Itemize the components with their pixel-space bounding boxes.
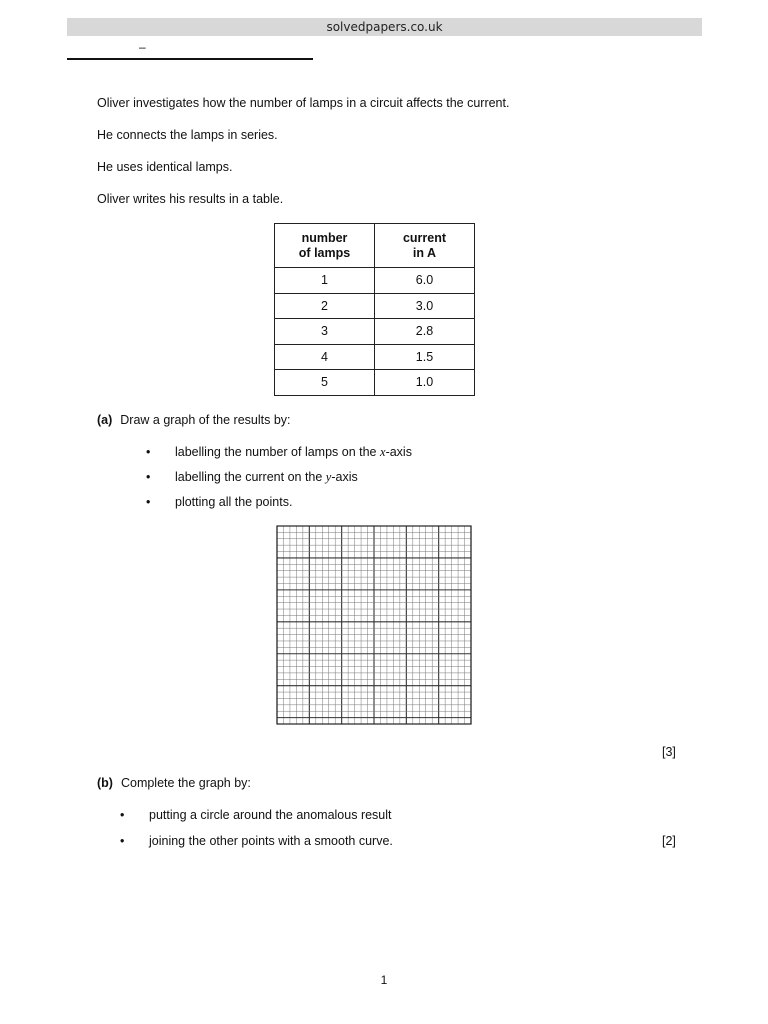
part-b-bullet-1 [120,808,392,822]
bullet-text: joining the other points with a smooth curve. [149,834,393,848]
current-cell: 3.0 [375,293,475,319]
part-a-text: Draw a graph of the results by: [120,413,291,427]
page-number: 1 [380,973,388,987]
table-row [275,319,475,345]
table-row [275,268,475,294]
bullet-text: putting a circle around the anomalous result [149,808,392,822]
table-header-row [275,224,475,268]
header-current [375,224,475,268]
bullet-dot: • [146,495,151,509]
intro-line-4: Oliver writes his results in a table. [97,192,284,206]
current-cell: 6.0 [375,268,475,294]
part-b-bullet-2 [120,834,393,848]
part-b-text: Complete the graph by: [120,776,251,790]
intro-line-2: He connects the lamps in series. [97,128,278,142]
lamps-cell: 4 [275,344,375,370]
part-b-label: (b) [97,776,113,790]
lamps-cell: 3 [275,319,375,345]
part-a-marks: [3] [662,745,676,759]
name-dash: – [139,40,146,54]
part-b-marks: [2] [662,834,676,848]
part-a-question [97,413,291,427]
table-row [275,344,475,370]
bullet-text: plotting all the points. [175,495,293,509]
lamps-cell: 5 [275,370,375,396]
site-header: solvedpapers.co.uk [67,18,702,36]
header-lamps [275,224,375,268]
bullet-text: labelling the number of lamps on the [175,445,380,459]
header-lamps-line2: of lamps [298,245,351,260]
part-a-bullet-2 [146,470,358,485]
bullet-text-end: -axis [385,445,412,459]
part-a-label: (a) [97,413,113,427]
graph-grid[interactable] [276,525,472,730]
x-variable: x [380,445,386,459]
bullet-dot: • [120,808,125,822]
table-row [275,293,475,319]
intro-line-1: Oliver investigates how the number of lamps in a circuit affects the current. [97,96,510,110]
intro-line-3: He uses identical lamps. [97,160,233,174]
part-a-bullet-1 [146,445,412,460]
bullet-text: labelling the current on the [175,470,326,484]
results-table [274,223,475,396]
graph-grid-svg[interactable] [276,525,472,725]
header-rule [67,58,313,60]
table-row [275,370,475,396]
header-current-line1: current [402,230,447,245]
current-cell: 1.0 [375,370,475,396]
bullet-text-end: -axis [331,470,358,484]
current-cell: 2.8 [375,319,475,345]
part-a-bullet-3 [146,495,293,509]
part-b-question [97,776,251,790]
bullet-dot: • [146,470,151,484]
header-current-line2: in A [412,245,437,260]
bullet-dot: • [146,445,151,459]
lamps-cell: 2 [275,293,375,319]
header-lamps-line1: number [301,230,348,245]
bullet-dot: • [120,834,125,848]
current-cell: 1.5 [375,344,475,370]
lamps-cell: 1 [275,268,375,294]
y-variable: y [325,470,332,484]
